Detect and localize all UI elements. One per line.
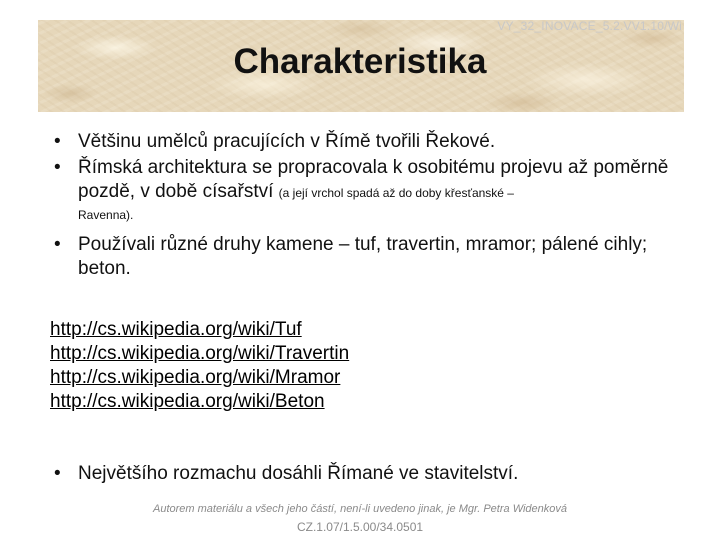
bullet-text: Největšího rozmachu dosáhli Římané ve stavitelství. [78, 463, 519, 484]
bullet-item [54, 130, 694, 154]
slide-title: Charakteristika [233, 42, 487, 81]
bullet-dot: • [54, 234, 61, 255]
bullet-list [54, 130, 694, 281]
bullet-text: Většinu umělců pracujících v Římě tvořili Řekové. [78, 131, 496, 152]
link-list [50, 318, 349, 414]
bullet-item [54, 462, 694, 486]
slide-code: VY_32_INOVACE_5.2.VV1.10/Wi [497, 19, 682, 33]
bullet-item [54, 156, 694, 225]
bullet-dot: • [54, 157, 61, 178]
link-beton[interactable]: http://cs.wikipedia.org/wiki/Beton [50, 391, 325, 412]
footer-project-code: CZ.1.07/1.5.00/34.0501 [296, 520, 424, 534]
link-travertin[interactable]: http://cs.wikipedia.org/wiki/Travertin [50, 343, 350, 364]
link-mramor[interactable]: http://cs.wikipedia.org/wiki/Mramor [50, 367, 341, 388]
bullet-dot: • [54, 463, 61, 484]
bullet-dot: • [54, 131, 61, 152]
footer-author: Autorem materiálu a všech jeho částí, není-li uvedeno jinak, je Mgr. Petra Widenková [152, 503, 568, 515]
link-tuf[interactable]: http://cs.wikipedia.org/wiki/Tuf [50, 319, 302, 340]
bullet-note: (a její vrchol spadá až do doby křesťanské – [278, 186, 514, 200]
bullet-text: Používali různé druhy kamene – tuf, travertin, mramor; pálené cihly; beton. [78, 234, 648, 279]
bullet-note-continued: Ravenna). [78, 208, 134, 222]
bullet-item [54, 233, 694, 281]
bullet-text: Římská architektura se propracovala k osobitému projevu až poměrně pozdě, v době císařství [78, 157, 669, 202]
footer [0, 502, 720, 535]
